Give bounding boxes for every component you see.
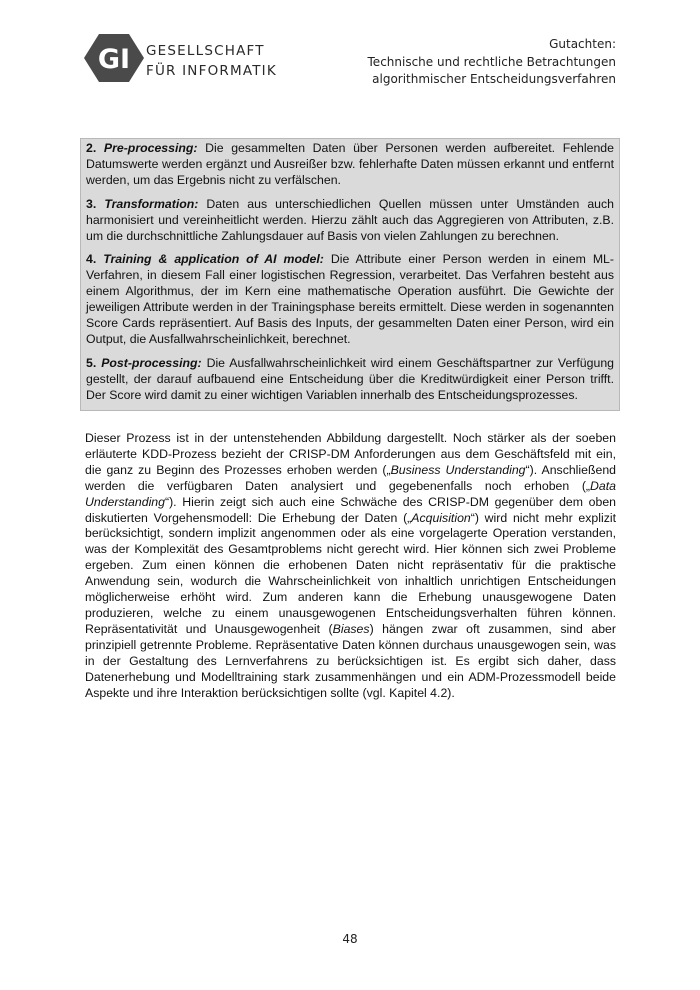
term-data-understanding: Data Understanding [85,478,616,509]
report-title-line3: algorithmischer Entscheidungsverfahren [372,72,616,86]
term-business-understanding: Business Understanding [390,462,526,477]
step-text: Daten aus unterschiedlichen Quellen müssen unter Umständen auch harmonisiert und vereinheitlicht werden. Hierzu zählt auch das Aggregieren von Attributen, z.B. um die durchschnittliche Zahlungsdauer auf Basis von vielen Zahlungen zu berechnen. [86,196,615,243]
term-biases: Biases [332,621,370,636]
step-text: Die gesammelten Daten über Personen werden aufbereitet. Fehlende Datumswerte werden ergänzt und Ausreißer bzw. fehlerhafte Daten müssen erkannt und entfernt werden, um das Ergebnis nicht zu verfälschen. [86,141,614,187]
step-transformation [86,197,614,245]
step-training-application [86,252,614,347]
step-term: Training & application of AI model: [103,252,324,267]
body-text-segment: “). Hierin zeigt sich auch eine Schwäche des CRISP-DM gegenüber dem oben diskutierten Vorgehensmodell: Die Erhebung der Daten („ [85,494,616,525]
gi-logo-icon [84,32,144,84]
body-text-segment: “). Anschließend werden die verfügbaren Daten analysiert und gegebenenfalls noch erhoben („ [85,462,617,493]
org-name-line2: FÜR INFORMATIK [146,63,277,79]
step-pre-processing [86,141,614,189]
term-acquisition: Acquisition [411,510,471,525]
report-title [368,36,616,89]
step-text: Die Ausfallwahrscheinlichkeit wird einem Geschäftspartner zur Verfügung gestellt, der darauf aufbauend eine Entscheidung über die Kreditwürdigkeit einer Person trifft. Der Score wird damit zu einer wichtigen Variablen innerhalb des Entscheidungsprozesses. [86,355,615,402]
org-name-line1: GESELLSCHAFT [146,43,265,59]
step-term: Pre-processing: [103,141,198,155]
body-text-segment: “) wird nicht mehr explizit berücksichtigt, sondern implizit angenommen oder als eine vorgelagerte Operation verstanden, was der Komplexität des Gesamtproblems nicht gerecht wird. Hier können sich zwei Probleme ergeben. Zum einen können die erhobenen Daten nicht repräsentativ für die praktische Anwendung sein, wodurch die Wahrscheinlichkeit von inhaltlich unrichtigen Entscheidungen möglicherweise erhöht wird. Zum anderen kann die Erhebung unausgewogene Daten produzieren, welche zu einem unausgewogenen Entscheidungsverhalten führen können. Repräsentativität und Unausgewogenheit ( [85,510,616,636]
step-number: 5. [86,355,97,370]
step-number: 3. [86,196,97,211]
step-text: Die Attribute einer Person werden in einem ML-Verfahren, in diesem Fall einer logistischen Regression, verarbeitet. Das Verfahren besteht aus einem Algorithmus, der im Kern eine mathematische Operation ausführt. Die Gewichte der jeweiligen Attribute werden in der Trainingsphase bereits ermittelt. Diese werden in sogenannten Score Cards repräsentiert. Auf Basis des Inputs, der gesammelten Daten einer Person, wird ein Output, die Ausfallwahrscheinlichkeit, berechnet. [86,252,614,346]
organization-name [146,41,277,81]
body-text-segment: ) hängen zwar oft zusammen, sind aber prinzipiell getrennte Probleme. Repräsentative Daten können durchaus unausgewogen sein, was in der Gestaltung des Lernverfahrens zu berücksichtigen ist. Es ergibt sich daher, dass Datenerhebung und Modelltraining stark zusammenhängen und ein ADM-Prozessmodell beide Aspekte und ihre Interaktion berücksichtigen sollte (vgl. Kapitel 4.2). [85,621,616,700]
process-steps-box [80,138,620,411]
logo-text: GI [97,44,131,75]
step-term: Transformation: [104,196,199,211]
page-number: 48 [342,932,358,946]
step-number: 2. [86,141,97,155]
report-title-line1: Gutachten: [549,37,616,51]
page-header [0,0,700,110]
step-term: Post-processing: [101,355,202,370]
body-paragraph [85,431,616,701]
step-post-processing [86,356,614,404]
step-number: 4. [86,252,97,267]
body-text-segment: Dieser Prozess ist in der untenstehenden Abbildung dargestellt. Noch stärker als der soeben erläuterte KDD-Prozess bezieht der CRISP-DM Anforderungen aus dem Geschäftsfeld mit ein, die ganz zu Beginn des Prozesses erhoben werden („ [85,431,616,477]
report-title-line2: Technische und rechtliche Betrachtungen [367,54,616,69]
